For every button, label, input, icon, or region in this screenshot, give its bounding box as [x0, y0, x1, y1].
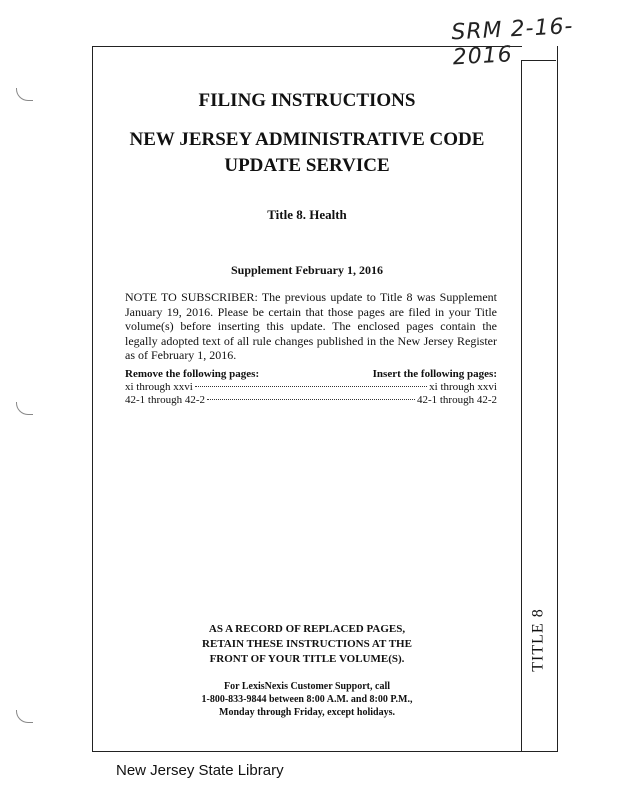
handwritten-date-stamp: SRM 2-16-2016	[450, 13, 575, 71]
record-line-1: AS A RECORD OF REPLACED PAGES,	[208, 623, 406, 635]
dot-leader	[207, 399, 415, 400]
title-tab	[521, 590, 556, 690]
code-title-line-2: UPDATE SERVICE	[224, 155, 390, 176]
table-row	[125, 381, 497, 393]
dot-leader	[195, 386, 427, 387]
punch-hole-mark	[16, 402, 33, 415]
code-title-line-1: NEW JERSEY ADMINISTRATIVE CODE	[129, 129, 485, 150]
record-line-3: FRONT OF YOUR TITLE VOLUME(S).	[209, 653, 405, 665]
remove-pages-cell: 42-1 through 42-2	[125, 394, 206, 406]
punch-hole-mark	[16, 710, 33, 723]
library-footer: New Jersey State Library	[116, 762, 284, 779]
pages-table-header	[125, 368, 497, 380]
filing-instructions-title: FILING INSTRUCTIONS	[198, 90, 416, 111]
insert-pages-header: Insert the following pages:	[372, 368, 497, 380]
support-line-3: Monday through Friday, except holidays.	[219, 707, 395, 718]
code-title	[92, 127, 522, 179]
support-line-2: 1-800-833-9844 between 8:00 A.M. and 8:00 P.M.,	[201, 694, 413, 705]
note-to-subscriber: NOTE TO SUBSCRIBER: The previous update to Title 8 was Supplement January 19, 2016. Please be certain that those pages are filed in your Title volume(s) before inserting this update. The enclosed pages contain the legally adopted text of all rule changes published in the New Jersey Register as of February 1, 2016.	[125, 290, 497, 362]
customer-support-info	[92, 680, 522, 719]
insert-pages-cell: xi through xxvi	[429, 381, 497, 393]
supplement-date: Supplement February 1, 2016	[230, 263, 383, 277]
remove-pages-header: Remove the following pages:	[125, 368, 260, 380]
title-tab-label: TITLE 8	[529, 608, 547, 672]
record-instructions	[92, 622, 522, 667]
title-name: Title 8. Health	[267, 207, 347, 222]
support-line-1: For LexisNexis Customer Support, call	[223, 681, 390, 692]
record-line-2: RETAIN THESE INSTRUCTIONS AT THE	[202, 638, 412, 650]
punch-hole-mark	[16, 88, 33, 101]
table-row	[125, 394, 497, 406]
remove-pages-cell: xi through xxvi	[125, 381, 193, 393]
insert-pages-cell: 42-1 through 42-2	[416, 394, 497, 406]
